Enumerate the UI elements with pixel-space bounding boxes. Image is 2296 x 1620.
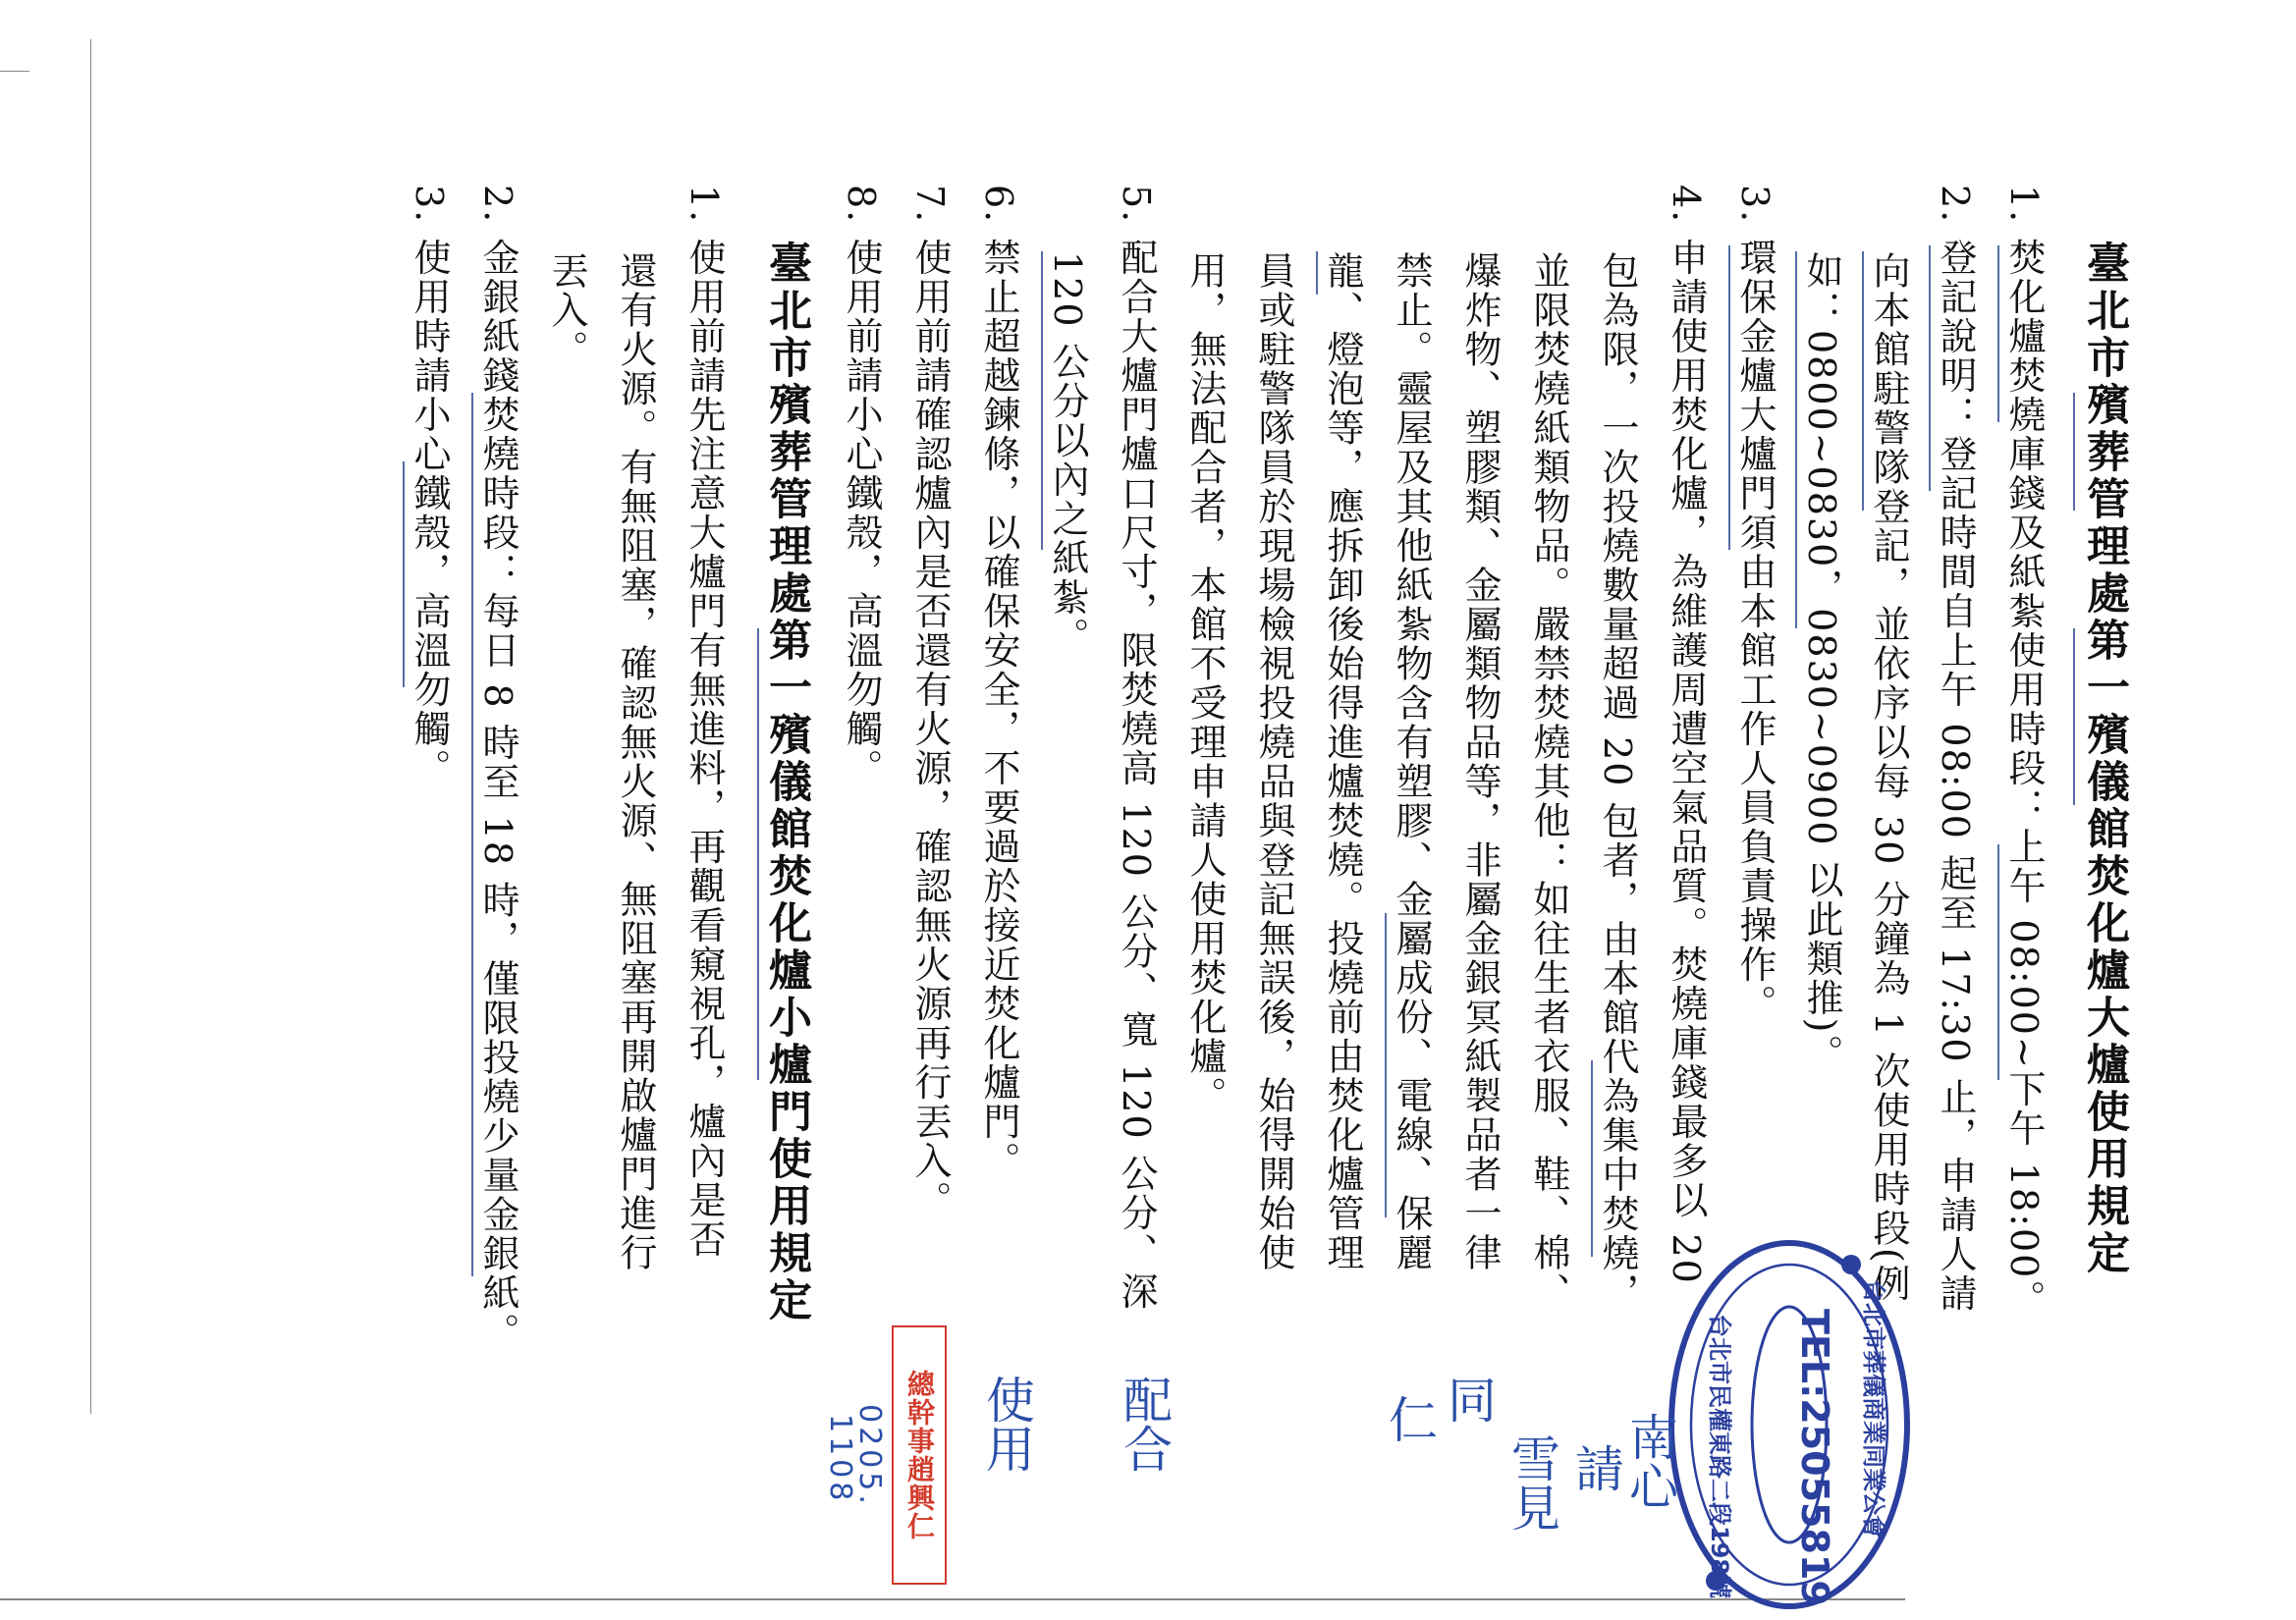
large-rule-line: 2. 登記說明：登記時間自上午 08:00 起至 17:30 止，申請人請	[1934, 185, 1977, 1314]
handwritten-note-line: 仁	[1381, 1394, 1438, 1443]
seal-graphic	[1665, 1235, 1914, 1614]
large-rule-line: 爆炸物、塑膠類、金屬類物品等，非屬金銀冥紙製品者一律	[1458, 251, 1502, 1272]
small-rule-line: 1. 使用前請先注意大爐門有無進料，再觀看窺視孔，爐內是否	[683, 185, 726, 1260]
large-rule-line: 龍、燈泡等，應拆卸後始得進爐焚燒。投燒前由焚化爐管理	[1321, 251, 1364, 1272]
large-rule-line: 1. 焚化爐焚燒庫錢及紙紮使用時段：上午 08:00~下午 18:00。	[2002, 185, 2046, 1320]
small-rule-line: 2. 金銀紙錢焚燒時段：每日 8 時至 18 時，僅限投燒少量金銀紙。	[476, 185, 519, 1353]
handwritten-year: 1108	[823, 1414, 857, 1505]
large-rule-line: 5. 配合大爐門爐口尺寸，限焚燒高 120 公分、寬 120 公分、深	[1115, 185, 1158, 1312]
large-rule-line: 120 公分以內之紙紮。	[1046, 251, 1089, 657]
large-rule-line: 向本館駐警隊登記，並依序以每 30 分鐘為 1 次使用時段(例	[1867, 251, 1910, 1304]
seal-top-text: 台北市葬儀商業同業公會	[1860, 1279, 1887, 1539]
handwritten-note-line: 請	[1567, 1443, 1624, 1492]
general-secretary-stamp	[892, 1325, 947, 1585]
handwritten-note-line: 配合	[1116, 1375, 1173, 1473]
large-rule-line: 7. 使用前請確認爐內是否還有火源，確認無火源再行丟入。	[908, 185, 952, 1220]
handwritten-note-line: 雪見	[1503, 1433, 1560, 1532]
stamp-red-text: 總幹事趙興仁	[903, 1370, 936, 1540]
large-rule-line: 禁止。靈屋及其他紙紮物含有塑膠、金屬成份、電線、保麗	[1390, 251, 1433, 1272]
title-large-furnace: 臺北市殯葬管理處第一殯儀館焚化爐大爐使用規定	[2079, 241, 2129, 1277]
handwritten-date: 0205.	[852, 1404, 887, 1508]
association-seal	[1665, 1235, 1914, 1614]
small-rule-line: 丟入。	[545, 251, 588, 369]
small-rule-line: 還有火源。有無阻塞，確認無火源、無阻塞再開啟爐門進行	[614, 251, 657, 1272]
handwritten-note-line: 南心	[1621, 1412, 1678, 1510]
large-rule-line: 用，無法配合者，本館不受理申請人使用焚化爐。	[1183, 251, 1227, 1115]
scan-edge-bottom	[0, 1598, 1905, 1600]
flower-icon	[1841, 1255, 1861, 1274]
handwritten-note-line: 使用	[978, 1375, 1035, 1473]
seal-bottom-text: 台北市民權東路二段198號	[1706, 1314, 1733, 1599]
title-small-furnace: 臺北市殯葬管理處第一殯儀館焚化爐小爐門使用規定	[761, 241, 811, 1324]
large-rule-line: 3. 環保金爐大爐門須由本館工作人員負責操作。	[1733, 185, 1777, 1024]
large-rule-line: 6. 禁止超越鍊條，以確保安全，不要過於接近焚化爐門。	[977, 185, 1020, 1181]
scan-edge-top	[0, 71, 29, 72]
handwritten-note-line: 同	[1440, 1375, 1497, 1424]
small-rule-line: 3. 使用時請小心鐵殼，高溫勿觸。	[408, 185, 451, 788]
large-rule-line: 4. 申請使用焚化爐，為維護周遭空氣品質。焚燒庫錢最多以 20	[1665, 185, 1708, 1285]
large-rule-line: 員或駐警隊員於現場檢視投燒品與登記無誤後，始得開始使	[1252, 251, 1295, 1272]
large-rule-line: 包為限，一次投燒數量超過 20 包者，由本館代為集中焚燒，	[1596, 251, 1639, 1313]
large-rule-line: 8. 使用前請小心鐵殼，高溫勿觸。	[840, 185, 883, 788]
seal-tel: TEL:25055819	[1793, 1309, 1836, 1606]
scan-edge-left	[90, 39, 91, 1414]
seal-texts	[1706, 1279, 1887, 1606]
large-rule-line: 並限焚燒紙類物品。嚴禁焚燒其他：如往生者衣服、鞋、棉、	[1527, 251, 1570, 1312]
large-rule-line: 如：0800~0830，0830~0900 以此類推)。	[1800, 251, 1843, 1074]
